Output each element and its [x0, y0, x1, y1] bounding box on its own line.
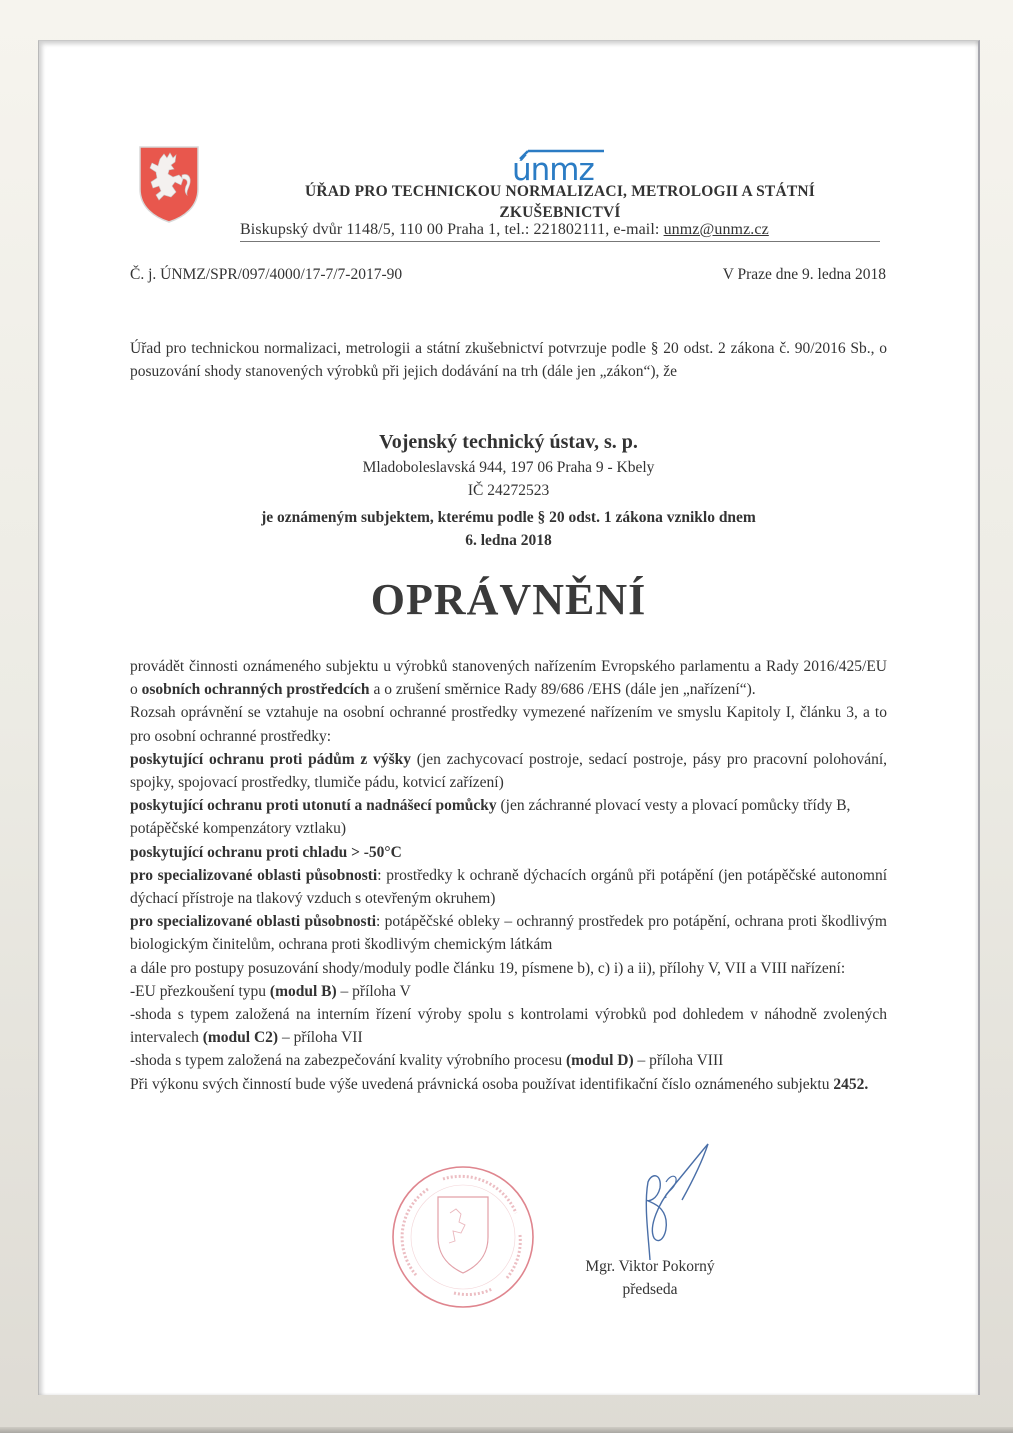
scope-item-bold: poskytující ochranu proti utonutí a nadnášecí pomůcky: [130, 797, 497, 815]
handwritten-signature-icon: [630, 1142, 720, 1272]
module-text: -shoda s typem založená na interním řízení výroby spolu s kontrolami výrobků pod dohledem v náhodně zvolených intervalech: [130, 1006, 887, 1047]
scope-item: [130, 910, 887, 956]
module-bold: (modul D): [566, 1052, 634, 1070]
official-round-stamp-icon: [388, 1155, 538, 1315]
module-annex: – příloha VII: [278, 1029, 363, 1047]
document-body: [130, 655, 887, 1096]
scope-item-bold: pro specializované oblasti působnosti: [130, 866, 378, 884]
intro-paragraph: Úřad pro technickou normalizaci, metrologii a státní zkušebnictví potvrzuje podle § 20 odst. 2 zákona č. 90/2016 Sb., o posuzování shody stanovených výrobků při jejich dodávání na trh (dále jen „zákon“), že: [130, 340, 887, 380]
module-bold: (modul C2): [202, 1029, 279, 1047]
organization-name: [230, 181, 890, 223]
document-title: OPRÁVNĚNÍ: [370, 575, 647, 624]
module-item: [130, 980, 887, 1003]
body-paragraph-2: Rozsah oprávnění se vztahuje na osobní ochranné prostředky vymezené nařízením ve smyslu Kapitoly I, článku 3, a to pro osobní ochranné prostředky:: [130, 704, 887, 745]
scope-item-bold: pro specializované oblasti působnosti: [130, 913, 377, 931]
scope-item-text: : prostředky k ochraně dýchacích orgánů při potápění (jen potápěčské autonomní dýchací přístroje na tlakový vzduch s otevřeným okruhem): [130, 866, 888, 908]
body-paragraph-3: a dále pro postupy posuzování shody/moduly podle článku 19, písmene b), c) i) a ii), přílohy V, VII a VIII nařízení:: [130, 959, 846, 977]
unmz-logo: [510, 145, 606, 183]
scope-item: [130, 748, 887, 794]
scope-item: [130, 864, 887, 910]
subject-ic: IČ 24272523: [467, 482, 550, 499]
module-text: -shoda s typem založená na zabezpečování kvality výrobního procesu: [130, 1052, 566, 1070]
module-text: -EU přezkoušení typu: [130, 982, 270, 1000]
reference-number: Č. j. ÚNMZ/SPR/097/4000/17-7/7-2017-90: [130, 266, 403, 283]
notice-line-2: 6. ledna 2018: [465, 532, 552, 549]
scope-item-bold: poskytující ochranu proti chladu > -50°C: [130, 843, 402, 861]
notice-line-1: je oznámeným subjektem, kterému podle § 20 odst. 1 zákona vzniklo dnem: [261, 509, 756, 526]
scope-item-text: (jen zachycovací postroje, sedací postroje, pásy pro pracovní polohování, spojky, spojovací prostředky, tlumiče pádu, kotvicí zařízení): [130, 750, 888, 792]
address-text: Biskupský dvůr 1148/5, 110 00 Praha 1, tel.: 221802111, e-mail:: [240, 221, 664, 238]
czech-lion-coat-of-arms-icon: [138, 145, 200, 223]
scope-item-bold: poskytující ochranu proti pádům z výšky: [130, 750, 411, 768]
issue-date: V Praze dne 9. ledna 2018: [722, 266, 886, 283]
notified-body-number: 2452.: [833, 1075, 869, 1093]
org-name-line-2: ZKUŠEBNICTVÍ: [499, 204, 621, 221]
module-item: [130, 1003, 887, 1049]
module-annex: – příloha VIII: [633, 1052, 724, 1070]
module-item: [130, 1049, 887, 1072]
module-bold: (modul B): [269, 982, 337, 1000]
signer-name: Mgr. Viktor Pokorný: [585, 1258, 715, 1275]
scope-item: [130, 841, 887, 864]
p4-text: Při výkonu svých činností bude výše uvedená právnická osoba používat identifikační číslo oznámeného subjektu: [130, 1075, 834, 1093]
body-paragraph-4: [130, 1073, 887, 1096]
module-annex: – příloha V: [336, 982, 411, 1000]
frame-bottom-edge: [0, 1427, 1013, 1433]
subject-address: Mladoboleslavská 944, 197 06 Praha 9 - Kbely: [362, 459, 655, 476]
p1-bold: osobních ochranných prostředcích: [141, 681, 370, 699]
p1-text-a: provádět činnosti oznámeného subjektu u výrobků stanovených nařízením Evropského parlamentu a Rady 2016/425/EU o: [130, 658, 887, 699]
org-name-line-1: ÚŘAD PRO TECHNICKOU NORMALIZACI, METROLOGII A STÁTNÍ: [304, 183, 816, 200]
scope-item: [130, 794, 887, 840]
subject-name: Vojenský technický ústav, s. p.: [379, 431, 638, 453]
signer-role: předseda: [622, 1281, 678, 1298]
logo-text: únmz: [512, 152, 594, 183]
email-link[interactable]: unmz@unmz.cz: [663, 221, 769, 238]
scope-item-text: (jen záchranné plovací vesty a plovací pomůcky třídy B, potápěčské kompenzátory vztlaku): [130, 797, 851, 838]
body-paragraph-1: [130, 655, 887, 701]
p1-text-b: a o zrušení směrnice Rady 89/686 /EHS (dále jen „nařízení“).: [369, 681, 756, 699]
scope-item-text: : potápěčské obleky – ochranný prostředek pro potápění, ochrana proti škodlivým biologickým činitelům, ochrana proti škodlivým chemickým látkám: [130, 913, 887, 954]
organization-address: [240, 221, 880, 242]
subject-notice: [130, 506, 887, 552]
